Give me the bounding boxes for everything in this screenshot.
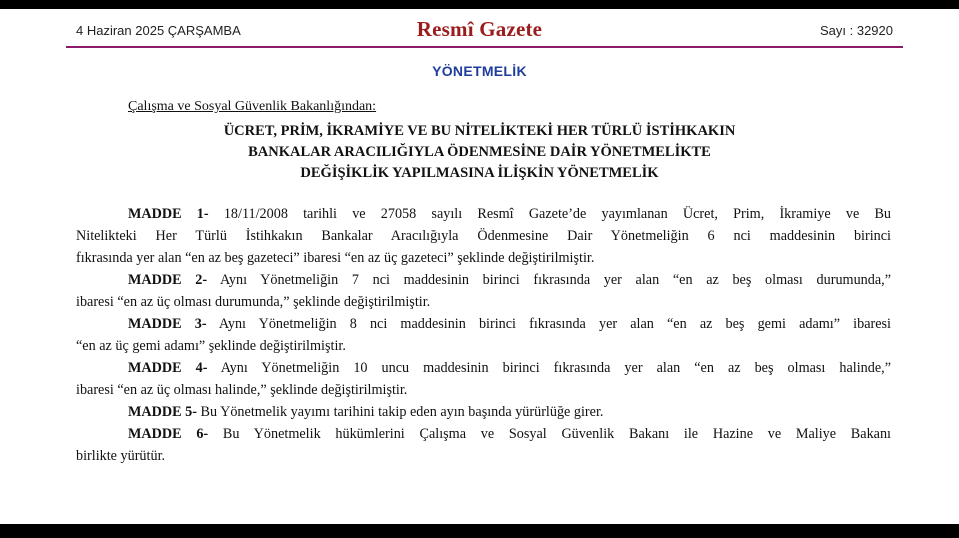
article-6-line: birlikte yürütür. [76, 448, 166, 464]
regulation-title [0, 121, 959, 184]
regulation-title-line: DEĞİŞİKLİK YAPILMASINA İLİŞKİN YÖNETMELİK [300, 165, 659, 181]
article-6-label: MADDE 6- [128, 426, 209, 442]
top-black-bar [0, 0, 959, 9]
article-6-line [76, 423, 891, 445]
gazette-issue-number: Sayı : 32920 [820, 23, 893, 38]
regulation-body [76, 203, 891, 467]
article-1-label: MADDE 1- [128, 206, 209, 222]
header-divider [66, 46, 903, 48]
article-6-text: Bu Yönetmelik hükümlerini Çalışma ve Sosyal Güvenlik Bakanı ile Hazine ve Maliye Bakanı [222, 426, 891, 442]
article-4-line [76, 357, 891, 379]
article-1-line: fıkrasında yer alan “en az beş gazeteci” ibaresi “en az üç gazeteci” şeklinde değiştirilmiştir. [76, 250, 595, 266]
article-2-text: Aynı Yönetmeliğin 7 nci maddesinin birinci fıkrasında yer alan “en az beş olması durumunda,” [219, 272, 891, 288]
article-1-line [76, 203, 891, 225]
gazette-date: 4 Haziran 2025 ÇARŞAMBA [76, 23, 241, 38]
gazette-title: Resmî Gazete [416, 17, 543, 41]
bottom-black-bar [0, 524, 959, 538]
article-3-text: Aynı Yönetmeliğin 8 nci maddesinin birinci fıkrasında yer alan “en az beş gemi adamı” ibaresi [218, 316, 891, 332]
regulation-title-line: BANKALAR ARACILIĞIYLA ÖDENMESİNE DAİR YÖNETMELİKTE [248, 144, 711, 160]
article-2-line [76, 269, 891, 291]
article-3-label: MADDE 3- [128, 316, 207, 332]
article-2-label: MADDE 2- [128, 272, 208, 288]
article-2-line: ibaresi “en az üç olması durumunda,” şeklinde değiştirilmiştir. [76, 294, 431, 310]
article-4-line: ibaresi “en az üç olması halinde,” şeklinde değiştirilmiştir. [76, 382, 408, 398]
regulation-title-line: ÜCRET, PRİM, İKRAMİYE VE BU NİTELİKTEKİ HER TÜRLÜ İSTİHKAKIN [223, 123, 736, 139]
section-title: YÖNETMELİK [432, 63, 527, 79]
article-1-text: 18/11/2008 tarihli ve 27058 sayılı Resmî Gazete’de yayımlanan Ücret, Prim, İkramiye ve Bu [223, 206, 891, 222]
article-1-line: Nitelikteki Her Türlü İstihkakın Bankalar Aracılığıyla Ödenmesine Dair Yönetmeliğin 6 nci maddesinin birinci [76, 228, 891, 244]
article-3-line: “en az üç gemi adamı” şeklinde değiştirilmiştir. [76, 338, 346, 354]
article-5-text: Bu Yönetmelik yayımı tarihini takip eden ayın başında yürürlüğe girer. [200, 404, 604, 420]
article-3-line [76, 313, 891, 335]
article-4-text: Aynı Yönetmeliğin 10 uncu maddesinin birinci fıkrasında yer alan “en az beş olması halinde,” [220, 360, 891, 376]
article-4-label: MADDE 4- [128, 360, 208, 376]
issuing-ministry: Çalışma ve Sosyal Güvenlik Bakanlığından: [128, 99, 377, 114]
article-5-label: MADDE 5- [128, 404, 197, 420]
article-5-line [76, 401, 891, 423]
